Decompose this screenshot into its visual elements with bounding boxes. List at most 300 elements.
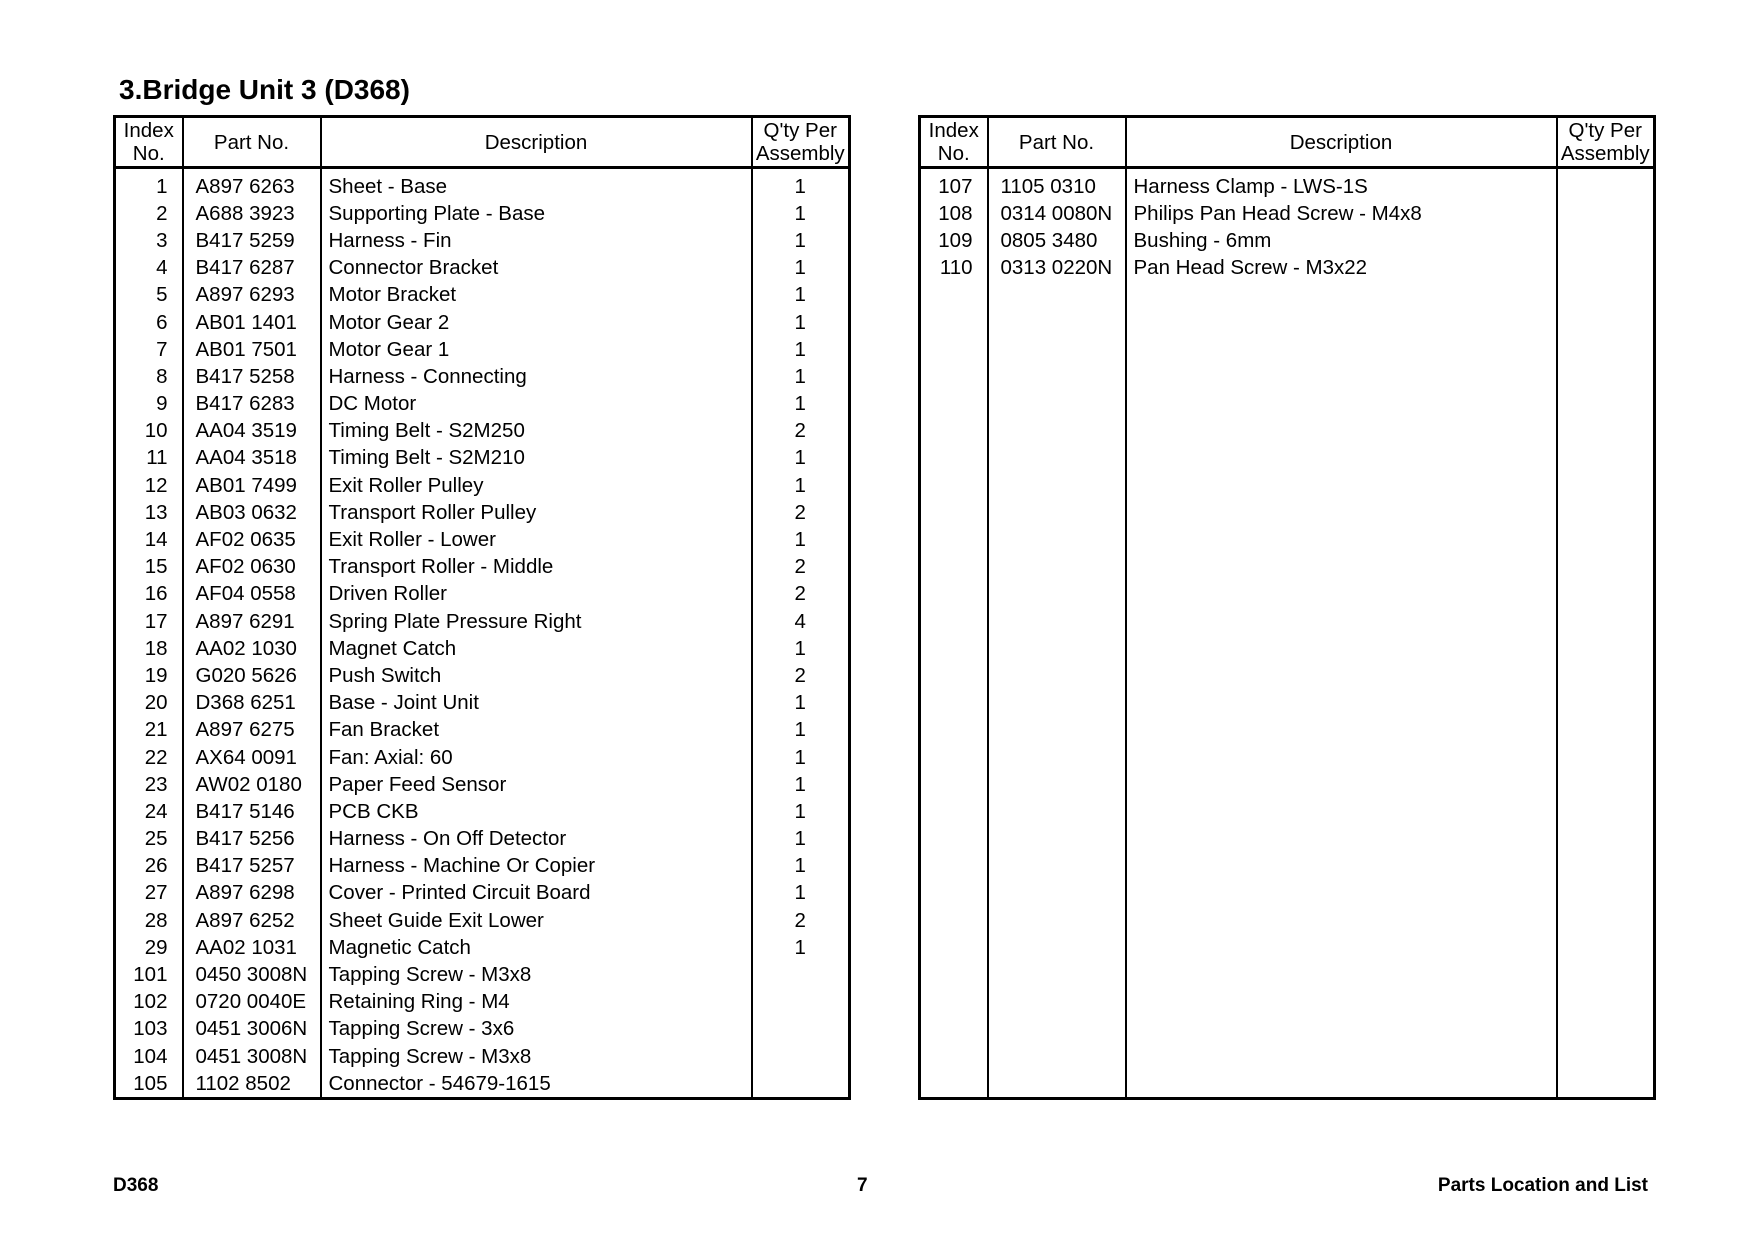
row-qty [1557,336,1655,363]
row-index: 14 [115,526,183,553]
row-index [920,309,988,336]
row-index [920,581,988,608]
row-description: Supporting Plate - Base [321,200,752,227]
row-index [920,989,988,1016]
row-description: Tapping Screw - 3x6 [321,1016,752,1043]
row-description [1126,880,1557,907]
row-qty: 1 [752,717,850,744]
footer-page-number: 7 [857,1175,868,1196]
table-row [115,391,850,418]
table-row [115,309,850,336]
row-part-no [988,744,1126,771]
row-part-no: A897 6275 [183,717,321,744]
row-part-no: 0313 0220N [988,255,1126,282]
row-index: 104 [115,1043,183,1070]
row-part-no: AB01 1401 [183,309,321,336]
row-description [1126,336,1557,363]
row-description [1126,1043,1557,1070]
row-description [1126,554,1557,581]
row-qty: 4 [752,608,850,635]
row-qty: 1 [752,690,850,717]
row-description [1126,1070,1557,1099]
row-index: 15 [115,554,183,581]
table-row [115,880,850,907]
row-description: Connector Bracket [321,255,752,282]
row-qty [1557,282,1655,309]
table-row [920,989,1655,1016]
row-description [1126,472,1557,499]
table-row [115,690,850,717]
row-part-no: B417 6287 [183,255,321,282]
row-description [1126,934,1557,961]
row-part-no [988,445,1126,472]
row-part-no: 0720 0040E [183,989,321,1016]
row-qty: 1 [752,363,850,390]
table-row [115,635,850,662]
row-qty: 2 [752,418,850,445]
table-row [920,418,1655,445]
table-row [920,282,1655,309]
table-row [920,336,1655,363]
row-part-no: AF04 0558 [183,581,321,608]
row-index: 109 [920,227,988,254]
row-qty [1557,418,1655,445]
row-index [920,853,988,880]
row-qty: 1 [752,282,850,309]
row-index: 27 [115,880,183,907]
row-description: Push Switch [321,662,752,689]
row-description: Harness - On Off Detector [321,826,752,853]
row-description [1126,907,1557,934]
row-part-no: B417 6283 [183,391,321,418]
row-part-no: AW02 0180 [183,771,321,798]
row-part-no [988,907,1126,934]
row-part-no: 1105 0310 [988,168,1126,201]
table-row [920,445,1655,472]
row-description [1126,499,1557,526]
row-description [1126,608,1557,635]
row-index: 102 [115,989,183,1016]
table-row [115,363,850,390]
row-qty: 2 [752,907,850,934]
row-qty: 1 [752,200,850,227]
header-description: Description [1126,117,1557,168]
row-index: 107 [920,168,988,201]
parts-table-right [918,115,1656,1100]
row-description: Harness - Connecting [321,363,752,390]
table-row [115,445,850,472]
row-description: Magnet Catch [321,635,752,662]
row-index [920,282,988,309]
table-row [115,418,850,445]
row-part-no: B417 5258 [183,363,321,390]
row-part-no [988,798,1126,825]
header-index: Index No. [115,117,183,168]
row-part-no [988,363,1126,390]
row-index: 17 [115,608,183,635]
row-part-no [988,880,1126,907]
row-part-no [988,826,1126,853]
row-description: Retaining Ring - M4 [321,989,752,1016]
row-index [920,771,988,798]
table-row [115,662,850,689]
row-index [920,445,988,472]
row-part-no: AA02 1030 [183,635,321,662]
row-part-no: 0451 3006N [183,1016,321,1043]
table-row [920,227,1655,254]
table-row [115,1043,850,1070]
row-index [920,717,988,744]
table-row [920,554,1655,581]
row-part-no: AF02 0630 [183,554,321,581]
table-row [115,282,850,309]
row-part-no: A688 3923 [183,200,321,227]
table-row [920,826,1655,853]
row-qty: 1 [752,309,850,336]
row-description [1126,391,1557,418]
row-qty: 1 [752,227,850,254]
row-index: 19 [115,662,183,689]
row-index [920,934,988,961]
table-row [920,771,1655,798]
row-description: Harness - Fin [321,227,752,254]
row-index: 11 [115,445,183,472]
row-qty: 2 [752,499,850,526]
row-index: 21 [115,717,183,744]
row-part-no: AB01 7499 [183,472,321,499]
row-index [920,418,988,445]
header-part-no: Part No. [988,117,1126,168]
row-part-no [988,853,1126,880]
row-description [1126,581,1557,608]
row-qty: 1 [752,255,850,282]
row-qty [1557,662,1655,689]
row-index: 24 [115,798,183,825]
row-description: Magnetic Catch [321,934,752,961]
row-part-no [988,635,1126,662]
row-qty [1557,445,1655,472]
row-description: PCB CKB [321,798,752,825]
row-description: Connector - 54679-1615 [321,1070,752,1099]
row-qty [1557,1016,1655,1043]
row-part-no: AF02 0635 [183,526,321,553]
header-description: Description [321,117,752,168]
row-part-no [988,1043,1126,1070]
row-qty: 2 [752,554,850,581]
table-header-row [115,117,850,168]
row-part-no: A897 6263 [183,168,321,201]
row-index: 3 [115,227,183,254]
header-qty: Q'ty Per Assembly [752,117,850,168]
table-row [920,391,1655,418]
row-index: 7 [115,336,183,363]
table-row [115,200,850,227]
row-index: 5 [115,282,183,309]
table-row [115,227,850,254]
row-qty [1557,989,1655,1016]
table-row [115,771,850,798]
row-description [1126,309,1557,336]
row-part-no [988,499,1126,526]
row-description [1126,744,1557,771]
row-index: 2 [115,200,183,227]
row-description [1126,717,1557,744]
table-row [920,1016,1655,1043]
row-description: Transport Roller - Middle [321,554,752,581]
row-index: 105 [115,1070,183,1099]
row-description: Timing Belt - S2M210 [321,445,752,472]
row-index [920,499,988,526]
row-qty [1557,1043,1655,1070]
row-description: Exit Roller - Lower [321,526,752,553]
row-index [920,336,988,363]
table-row [920,1070,1655,1099]
row-description: Exit Roller Pulley [321,472,752,499]
table-row [115,826,850,853]
table-row [115,989,850,1016]
row-part-no [988,418,1126,445]
row-index [920,1016,988,1043]
row-qty: 1 [752,826,850,853]
row-qty [1557,635,1655,662]
row-qty [1557,309,1655,336]
row-part-no [988,526,1126,553]
table-row [920,608,1655,635]
row-qty [1557,255,1655,282]
row-description [1126,798,1557,825]
row-part-no [988,581,1126,608]
table-row [920,690,1655,717]
row-index [920,363,988,390]
row-qty [1557,880,1655,907]
row-qty [1557,934,1655,961]
row-part-no: AA04 3518 [183,445,321,472]
row-qty: 1 [752,798,850,825]
table-row [920,662,1655,689]
row-description: DC Motor [321,391,752,418]
row-part-no: A897 6252 [183,907,321,934]
row-part-no: 0805 3480 [988,227,1126,254]
row-index [920,1070,988,1099]
row-description: Timing Belt - S2M250 [321,418,752,445]
table-row [920,526,1655,553]
row-qty [1557,526,1655,553]
row-part-no: 0450 3008N [183,961,321,988]
row-index: 1 [115,168,183,201]
table-row [115,336,850,363]
row-description: Transport Roller Pulley [321,499,752,526]
row-qty [752,961,850,988]
parts-table-left-body [115,168,850,1099]
row-part-no [988,282,1126,309]
row-part-no [988,554,1126,581]
table-row [115,608,850,635]
row-part-no: 0451 3008N [183,1043,321,1070]
table-row [115,168,850,201]
row-part-no: B417 5259 [183,227,321,254]
row-qty: 1 [752,771,850,798]
row-index: 18 [115,635,183,662]
row-index: 8 [115,363,183,390]
row-qty [1557,499,1655,526]
row-description: Spring Plate Pressure Right [321,608,752,635]
row-qty: 2 [752,581,850,608]
table-row [920,168,1655,201]
row-description [1126,363,1557,390]
row-qty [1557,826,1655,853]
row-part-no [988,391,1126,418]
row-qty [1557,581,1655,608]
row-qty: 1 [752,880,850,907]
row-qty [1557,1070,1655,1099]
row-qty [1557,472,1655,499]
row-qty: 1 [752,934,850,961]
table-row [115,1070,850,1099]
row-qty [752,1016,850,1043]
row-qty: 2 [752,662,850,689]
table-header-row [920,117,1655,168]
header-part-no: Part No. [183,117,321,168]
row-index: 22 [115,744,183,771]
row-qty [1557,717,1655,744]
row-index [920,554,988,581]
table-row [920,200,1655,227]
row-qty: 1 [752,472,850,499]
table-row [115,255,850,282]
row-description: Harness - Machine Or Copier [321,853,752,880]
row-index: 108 [920,200,988,227]
row-description [1126,662,1557,689]
parts-table-left [113,115,851,1100]
row-index [920,662,988,689]
row-part-no: D368 6251 [183,690,321,717]
row-index: 25 [115,826,183,853]
row-part-no: AB01 7501 [183,336,321,363]
table-row [920,907,1655,934]
row-part-no: AX64 0091 [183,744,321,771]
table-row [920,499,1655,526]
table-row [115,581,850,608]
row-qty [1557,961,1655,988]
row-description [1126,1016,1557,1043]
row-qty: 1 [752,744,850,771]
row-index: 4 [115,255,183,282]
row-part-no [988,961,1126,988]
table-row [115,526,850,553]
row-qty [1557,907,1655,934]
table-row [115,907,850,934]
table-row [920,934,1655,961]
row-description [1126,961,1557,988]
table-row [920,961,1655,988]
row-index: 16 [115,581,183,608]
row-index [920,880,988,907]
table-row [920,1043,1655,1070]
row-description: Fan: Axial: 60 [321,744,752,771]
table-row [115,472,850,499]
parts-table-right-body [920,168,1655,1099]
row-description: Motor Gear 1 [321,336,752,363]
row-qty: 1 [752,168,850,201]
row-index: 103 [115,1016,183,1043]
table-row [920,744,1655,771]
table-row [115,717,850,744]
row-description: Sheet Guide Exit Lower [321,907,752,934]
table-row [115,798,850,825]
row-description: Pan Head Screw - M3x22 [1126,255,1557,282]
table-row [920,798,1655,825]
row-qty [752,1070,850,1099]
row-index: 28 [115,907,183,934]
row-index [920,826,988,853]
table-row [115,554,850,581]
row-qty [1557,771,1655,798]
row-qty [1557,744,1655,771]
row-description [1126,445,1557,472]
table-row [115,744,850,771]
table-row [920,581,1655,608]
row-part-no: A897 6291 [183,608,321,635]
row-qty [1557,391,1655,418]
row-index: 9 [115,391,183,418]
row-qty: 1 [752,336,850,363]
row-index: 20 [115,690,183,717]
table-row [920,635,1655,662]
row-part-no [988,336,1126,363]
row-index: 13 [115,499,183,526]
row-part-no: 0314 0080N [988,200,1126,227]
table-row [115,961,850,988]
row-part-no: B417 5146 [183,798,321,825]
row-description [1126,989,1557,1016]
row-part-no: B417 5257 [183,853,321,880]
row-part-no: B417 5256 [183,826,321,853]
row-description [1126,526,1557,553]
row-description [1126,826,1557,853]
row-description: Paper Feed Sensor [321,771,752,798]
row-description: Cover - Printed Circuit Board [321,880,752,907]
row-index: 12 [115,472,183,499]
row-qty: 1 [752,445,850,472]
row-description [1126,418,1557,445]
row-description: Tapping Screw - M3x8 [321,1043,752,1070]
row-description: Fan Bracket [321,717,752,744]
row-qty [1557,554,1655,581]
row-part-no [988,472,1126,499]
row-index: 10 [115,418,183,445]
row-index: 29 [115,934,183,961]
row-part-no: AB03 0632 [183,499,321,526]
row-part-no [988,1070,1126,1099]
row-part-no: AA04 3519 [183,418,321,445]
table-row [115,934,850,961]
row-part-no [988,771,1126,798]
table-row [920,363,1655,390]
row-description [1126,771,1557,798]
row-index [920,961,988,988]
row-description: Base - Joint Unit [321,690,752,717]
table-row [920,880,1655,907]
table-row [920,255,1655,282]
row-qty [752,1043,850,1070]
row-part-no [988,989,1126,1016]
footer-model: D368 [113,1175,159,1196]
row-part-no: A897 6293 [183,282,321,309]
row-part-no: G020 5626 [183,662,321,689]
row-index [920,798,988,825]
row-qty: 1 [752,391,850,418]
row-qty [1557,853,1655,880]
